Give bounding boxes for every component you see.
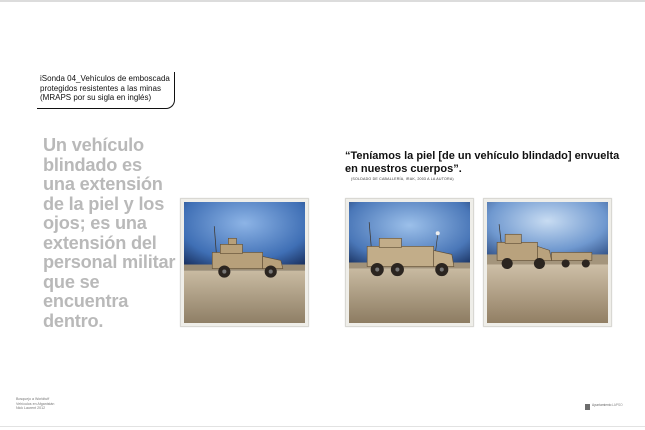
photo-armored-vehicle <box>180 198 309 327</box>
photo-image <box>184 202 305 323</box>
vehicle-photo-3 <box>487 202 608 323</box>
top-rule <box>0 0 645 2</box>
city-logo-icon <box>585 404 590 410</box>
lapso-logo-text: LAPSO <box>612 403 623 407</box>
quote-attribution: (SOLDADO DE CABALLERÍA, IRAK, 2003 A LA AUTORA) <box>351 177 454 181</box>
sponsor-logos <box>585 403 635 413</box>
vehicle-photo-1 <box>184 202 305 323</box>
caption-label: iSonda 04_Vehículos de emboscada protegidos resistentes a las minas (MRAPS por su sigla en inglés) <box>40 74 170 102</box>
footer-line-2: Vehículos en Afganistán <box>16 401 55 406</box>
city-logo-text: Ayuntamiento <box>592 403 612 407</box>
main-statement: Un vehículo blindado es una extensión de la piel y los ojos; es una extensión del personal militar que se encuentra dentro. <box>43 135 176 331</box>
footer-line-3: Nick Laurent 2012 <box>16 406 46 411</box>
photo-mrap-six-wheel <box>345 198 474 327</box>
bottom-rule <box>0 426 645 427</box>
footer-credits <box>16 397 54 411</box>
photo-mrap-with-trailer <box>483 198 612 327</box>
photo-image <box>349 202 470 323</box>
photo-image <box>487 202 608 323</box>
vehicle-photo-2 <box>349 202 470 323</box>
footer-line-1: Bosquejo a Worldtuff <box>16 397 50 401</box>
quote-text: “Teníamos la piel [de un vehículo blindado] envuelta en nuestros cuerpos”. <box>345 150 620 175</box>
